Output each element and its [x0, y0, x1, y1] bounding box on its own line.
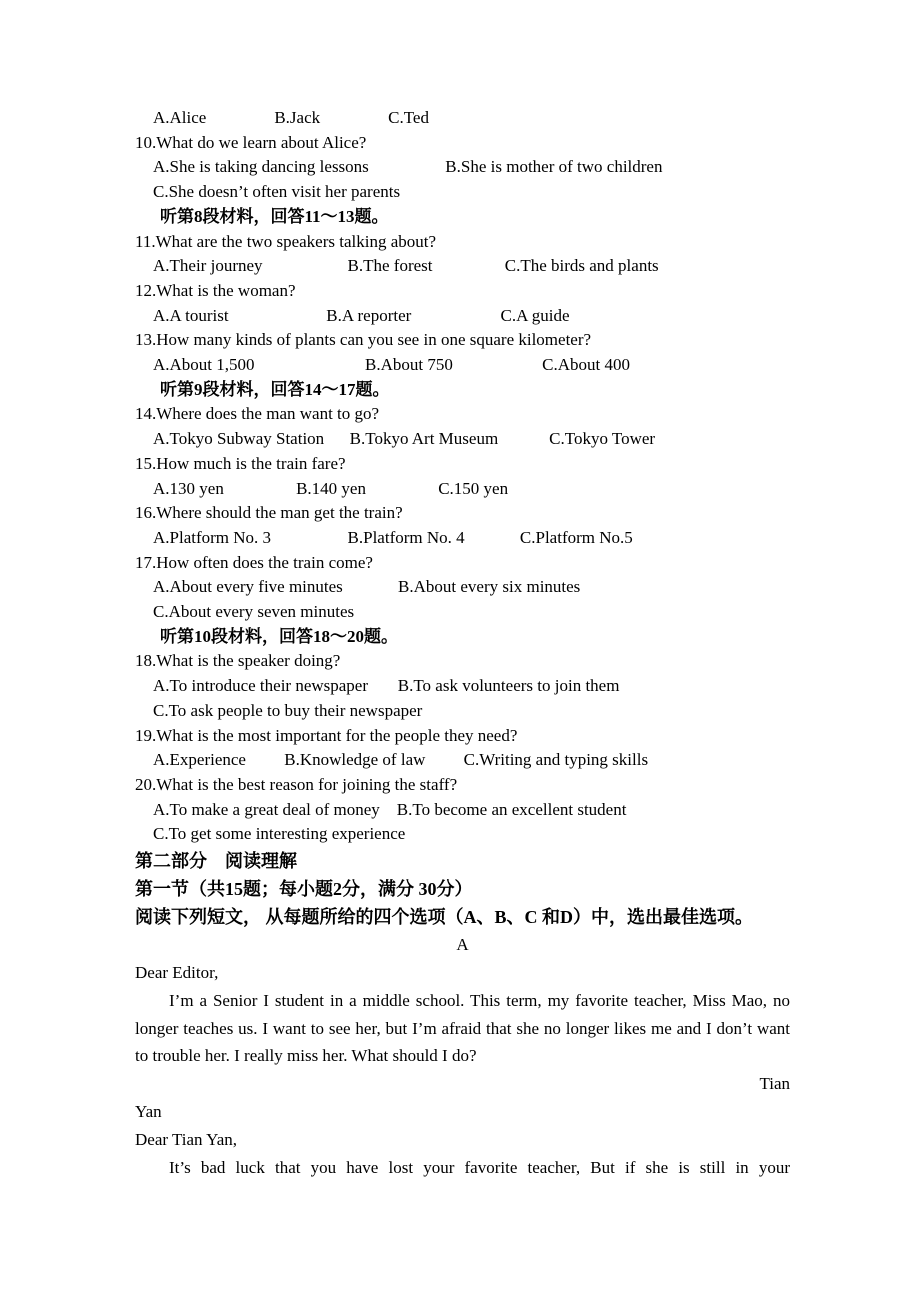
answer-options-line: A.To make a great deal of money B.To become an excellent student — [153, 799, 627, 819]
question-line: 12.What is the woman? — [135, 280, 296, 300]
question-line: 13.How many kinds of plants can you see in one square kilometer? — [135, 330, 592, 350]
question-line: 18.What is the speaker doing? — [135, 651, 341, 671]
question-line: 10.What do we learn about Alice? — [135, 132, 367, 152]
answer-options-line: A.About 1,500 B.About 750 C.About 400 — [153, 355, 630, 375]
answer-options-line: A.Tokyo Subway Station B.Tokyo Art Museum C.Tokyo Tower — [153, 429, 656, 449]
answer-options-line: A.About every five minutes B.About every six minutes — [153, 577, 581, 597]
answer-options-line: A.Experience B.Knowledge of law C.Writing and typing skills — [153, 750, 649, 770]
text-line: Dear Editor, — [135, 963, 219, 983]
question-line: 16.Where should the man get the train? — [135, 503, 403, 523]
paragraph: It’s bad luck that you have lost your favorite teacher, But if she is still in your — [169, 1157, 790, 1177]
text-line: Dear Tian Yan, — [135, 1129, 238, 1149]
passage-label: A — [456, 935, 469, 955]
answer-options-line: C.She doesn’t often visit her parents — [153, 182, 401, 202]
answer-options-line: C.About every seven minutes — [153, 602, 355, 622]
paragraph: I’m a Senior I student in a middle school. This term, my favorite teacher, Miss Mao, no longer teaches us. I want to see her, but I’m afraid that she no longer likes me and I don’t want to trouble her. I really miss her. What should I do? — [135, 991, 790, 1066]
answer-options-line: A.130 yen B.140 yen C.150 yen — [153, 478, 509, 498]
question-line: 20.What is the best reason for joining the staff? — [135, 774, 458, 794]
answer-options-line: A.She is taking dancing lessons B.She is mother of two children — [153, 157, 663, 177]
answer-options-line: A.Platform No. 3 B.Platform No. 4 C.Platform No.5 — [153, 527, 633, 547]
listening-instruction-line: 听第9段材料，回答14～17题。 — [160, 379, 390, 399]
question-line: 14.Where does the man want to go? — [135, 404, 380, 424]
section-heading: 阅读下列短文， 从每题所给的四个选项（A、B、C 和D）中，选出最佳选项。 — [135, 907, 753, 928]
question-line: 11.What are the two speakers talking about? — [135, 231, 437, 251]
answer-options-line: A.Alice B.Jack C.Ted — [153, 108, 429, 127]
question-line: 19.What is the most important for the people they need? — [135, 725, 518, 745]
question-line: 15.How much is the train fare? — [135, 453, 346, 473]
answer-options-line: A.A tourist B.A reporter C.A guide — [153, 305, 570, 325]
section-heading: 第二部分 阅读理解 — [135, 851, 297, 872]
listening-instruction-line: 听第10段材料，回答18～20题。 — [160, 626, 398, 646]
signature-line: Tian — [759, 1073, 790, 1093]
question-line: 17.How often does the train come? — [135, 552, 373, 572]
section-heading: 第一节（共15题；每小题2分，满分 30分） — [135, 879, 473, 900]
listening-instruction-line: 听第8段材料，回答11～13题。 — [160, 206, 389, 226]
answer-options-line: A.To introduce their newspaper B.To ask volunteers to join them — [153, 676, 620, 696]
text-line: Yan — [135, 1101, 162, 1121]
answer-options-line: A.Their journey B.The forest C.The birds and plants — [153, 256, 659, 276]
answer-options-line: C.To get some interesting experience — [153, 824, 406, 844]
answer-options-line: C.To ask people to buy their newspaper — [153, 700, 423, 720]
